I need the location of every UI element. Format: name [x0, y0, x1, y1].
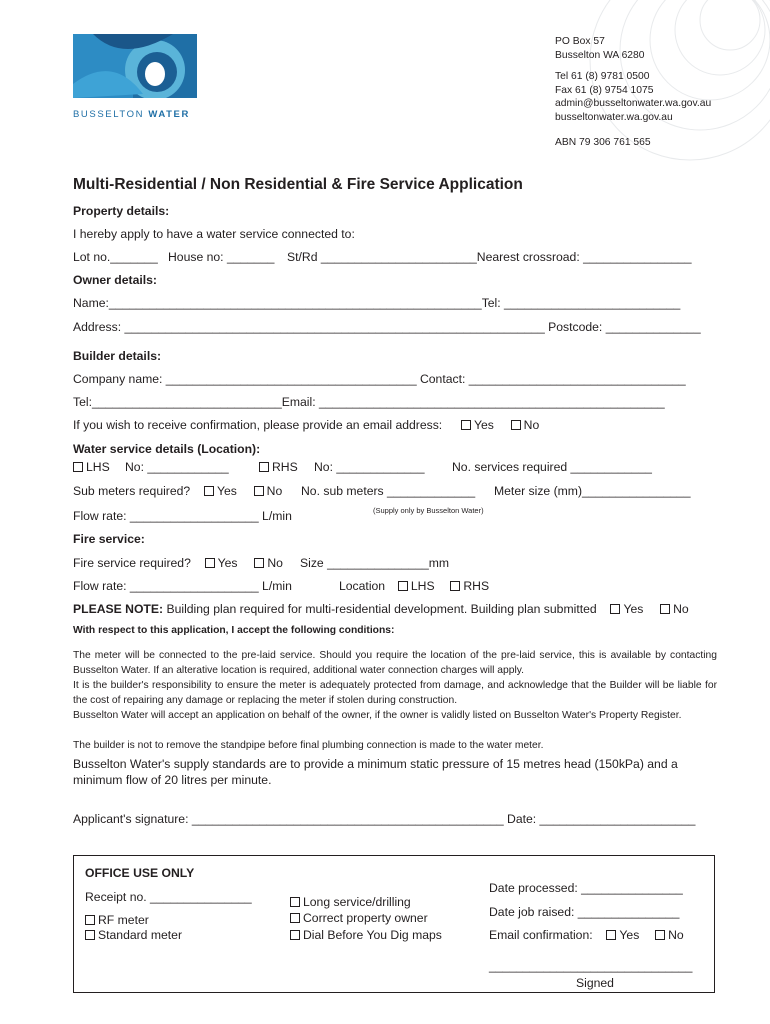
fire-size-field[interactable]: Size _______________mm	[300, 556, 450, 570]
fire-no-label: No	[267, 556, 283, 570]
contact-block	[555, 35, 711, 149]
fire-lhs-checkbox[interactable]	[398, 581, 408, 591]
property-heading: Property details:	[73, 204, 170, 218]
email-conf-no-checkbox[interactable]	[655, 930, 665, 940]
long-service-checkbox[interactable]	[290, 897, 300, 907]
sub-meters-yes-checkbox[interactable]	[204, 486, 214, 496]
conditions-heading: With respect to this application, I accept the following conditions:	[73, 625, 395, 636]
website: busseltonwater.wa.gov.au	[555, 111, 673, 123]
note-label: PLEASE NOTE:	[73, 602, 164, 616]
email-conf-no-label: No	[668, 928, 684, 942]
builder-heading: Builder details:	[73, 349, 162, 363]
fire-rhs-label: RHS	[463, 579, 490, 593]
condition-5: Busselton Water's supply standards are to provide a minimum static pressure of 15 metres head (150kPa) and a minimum flow of 20 litres per minute.	[73, 757, 678, 787]
sub-meters-question: Sub meters required?	[73, 484, 191, 498]
confirm-yes-label: Yes	[473, 418, 494, 432]
standard-meter-checkbox[interactable]	[85, 930, 95, 940]
condition-2: It is the builder's responsibility to ensure the meter is adequately protected from damage, and acknowledge that the Builder will be liable for the cost of repairing any damage or replacing the meter if stolen during construction.	[73, 680, 717, 706]
confirm-no-checkbox[interactable]	[511, 420, 521, 430]
water-service-heading: Water service details (Location):	[73, 442, 261, 456]
plan-no-label: No	[673, 602, 689, 616]
owner-heading: Owner details:	[73, 273, 157, 287]
confirm-text: If you wish to receive confirmation, please provide an email address:	[73, 418, 443, 432]
fire-yes-checkbox[interactable]	[205, 558, 215, 568]
dial-before-label: Dial Before You Dig maps	[303, 928, 442, 942]
condition-1: The meter will be connected to the pre-laid service. Should you require the location of the pre-laid service, this is available by contacting Busselton Water. If an alterative location is required, additional water connection charges will apply.	[73, 650, 717, 676]
receipt-field[interactable]: Receipt no. _______________	[85, 890, 252, 904]
apply-text: I hereby apply to have a water service connected to:	[73, 227, 355, 241]
lhs-no-field[interactable]: No: ____________	[125, 460, 229, 474]
confirm-no-label: No	[523, 418, 540, 432]
plan-no-checkbox[interactable]	[660, 604, 670, 614]
rf-meter-checkbox[interactable]	[85, 915, 95, 925]
fire-rhs-checkbox[interactable]	[450, 581, 460, 591]
fire-location-label: Location	[339, 579, 386, 593]
fire-no-checkbox[interactable]	[254, 558, 264, 568]
owner-name-field[interactable]: Name:_______________________________________________________Tel: __________________________	[73, 296, 681, 310]
page-title: Multi-Residential / Non Residential & Fire Service Application	[73, 176, 523, 193]
signed-line[interactable]: ______________________________	[489, 959, 693, 973]
email: admin@busseltonwater.wa.gov.au	[555, 98, 712, 110]
company-field[interactable]: Company name: _____________________________________ Contact: ________________________________	[73, 372, 686, 386]
lhs-label: LHS	[86, 460, 110, 474]
long-service-label: Long service/drilling	[303, 895, 411, 909]
brand-name-right: WATER	[148, 109, 190, 120]
sub-meters-yes-label: Yes	[216, 484, 237, 498]
sub-meters-no-label: No	[266, 484, 283, 498]
fire-flow-rate-field[interactable]: Flow rate: ___________________ L/min	[73, 579, 292, 593]
office-use-box	[73, 855, 715, 993]
condition-4: The builder is not to remove the standpipe before final plumbing connection is made to the water meter.	[73, 740, 544, 751]
correct-owner-label: Correct property owner	[303, 911, 428, 925]
email-conf-yes-checkbox[interactable]	[606, 930, 616, 940]
email-conf-yes-label: Yes	[619, 928, 640, 942]
dial-before-checkbox[interactable]	[290, 930, 300, 940]
plan-yes-label: Yes	[623, 602, 644, 616]
sub-meters-count-field[interactable]: No. sub meters _____________	[301, 484, 476, 498]
brand-name-left: BUSSELTON	[73, 109, 145, 120]
owner-address-field[interactable]: Address: ______________________________________________________________ Postcode: ______________	[73, 320, 701, 334]
rhs-label: RHS	[272, 460, 298, 474]
lot-field[interactable]: Lot no._______	[73, 250, 158, 264]
rhs-checkbox[interactable]	[259, 462, 269, 472]
email-confirmation-label: Email confirmation:	[489, 928, 593, 942]
services-required-field[interactable]: No. services required ____________	[452, 460, 652, 474]
town: Busselton WA 6280	[555, 49, 645, 61]
rf-meter-label: RF meter	[98, 913, 149, 927]
fire-yes-label: Yes	[217, 556, 238, 570]
standard-meter-label: Standard meter	[98, 928, 183, 942]
house-field[interactable]: House no: _______	[168, 250, 275, 264]
office-heading: OFFICE USE ONLY	[85, 866, 195, 880]
correct-owner-checkbox[interactable]	[290, 913, 300, 923]
fire-service-question: Fire service required?	[73, 556, 191, 570]
tel: Tel 61 (8) 9781 0500	[555, 71, 650, 83]
meter-size-field[interactable]: Meter size (mm)________________	[494, 484, 691, 498]
builder-tel-email-field[interactable]: Tel:____________________________Email: ___________________________________________________	[73, 395, 665, 409]
fire-lhs-label: LHS	[410, 579, 435, 593]
signed-label: Signed	[576, 976, 614, 990]
street-field[interactable]: St/Rd _______________________Nearest crossroad: ________________	[287, 250, 692, 264]
confirm-yes-checkbox[interactable]	[461, 420, 471, 430]
plan-yes-checkbox[interactable]	[610, 604, 620, 614]
condition-3: Busselton Water will accept an application on behalf of the owner, if the owner is validly listed on Busselton Water's Property Register.	[73, 710, 682, 721]
supply-note: (Supply only by Busselton Water)	[373, 506, 484, 515]
date-job-raised-field[interactable]: Date job raised: _______________	[489, 905, 680, 919]
fax: Fax 61 (8) 9754 1075	[555, 84, 654, 96]
date-processed-field[interactable]: Date processed: _______________	[489, 881, 683, 895]
rhs-no-field[interactable]: No: _____________	[314, 460, 425, 474]
lhs-checkbox[interactable]	[73, 462, 83, 472]
fire-service-heading: Fire service:	[73, 532, 145, 546]
note-text: Building plan required for multi-residential development. Building plan submitted	[166, 602, 597, 616]
water-flow-rate-field[interactable]: Flow rate: ___________________ L/min	[73, 509, 292, 523]
logo-mark-icon	[73, 34, 197, 98]
abn: ABN 79 306 761 565	[555, 136, 651, 148]
po-box: PO Box 57	[555, 36, 605, 47]
sub-meters-no-checkbox[interactable]	[254, 486, 264, 496]
company-logo	[73, 34, 197, 120]
applicant-signature-field[interactable]: Applicant's signature: ______________________________________________ Date: _______________________	[73, 812, 696, 826]
